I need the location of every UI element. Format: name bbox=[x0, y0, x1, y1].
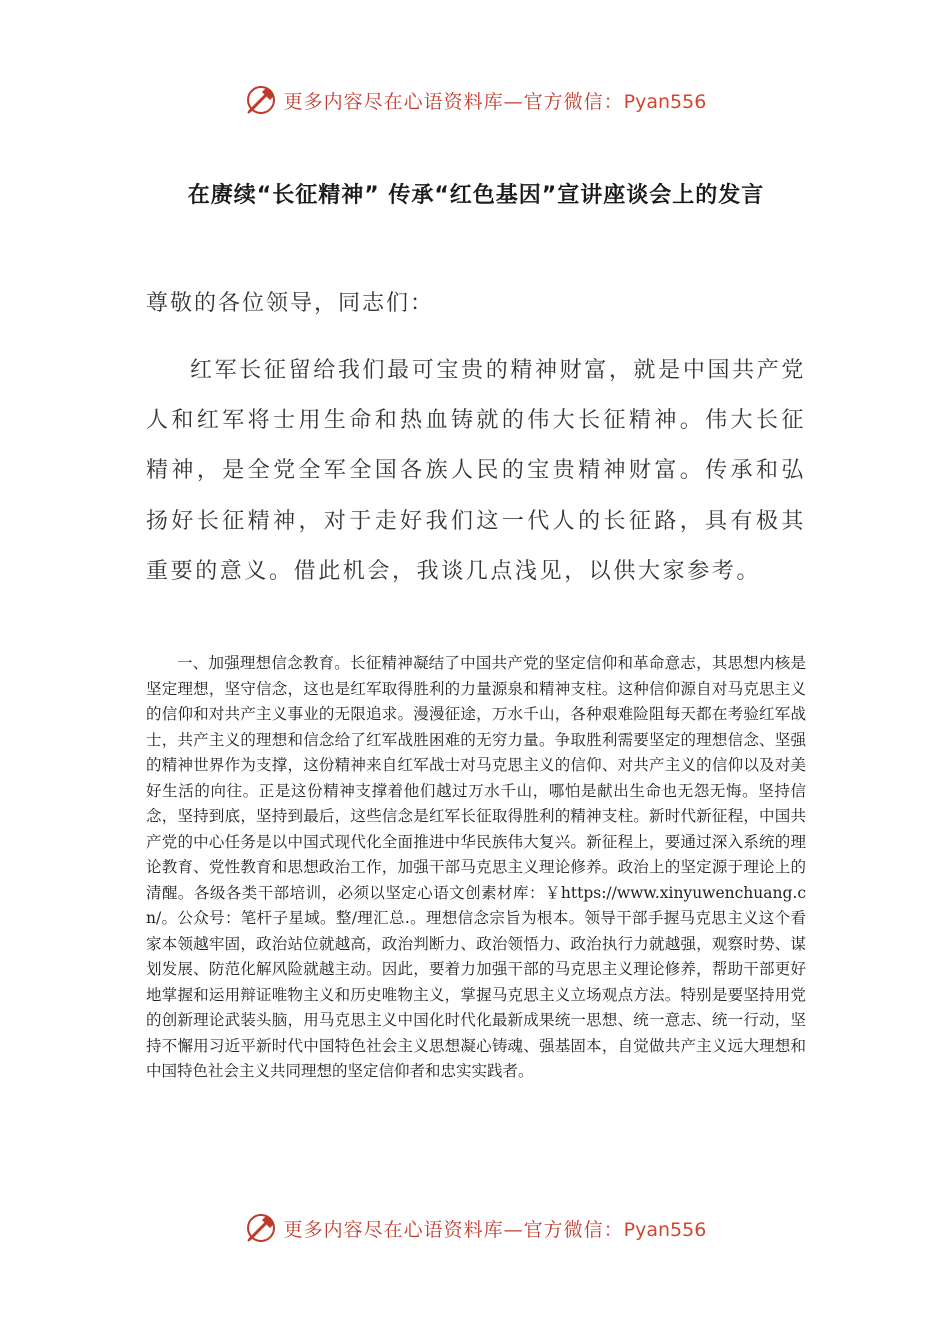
document-title: 在赓续“长征精神” 传承“红色基因”宣讲座谈会上的发言 bbox=[187, 183, 765, 208]
banner-text: 更多内容尽在心语资料库—官方微信：Pyan556 bbox=[283, 1218, 707, 1241]
intro-paragraph: 红军长征留给我们最可宝贵的精神财富，就是中国共产党人和红军将士用生命和热血铸就的伟大长征精神。伟大长征精神，是全党全军全国各族人民的宝贵精神财富。传承和弘扬好长征精神，对于走好我们这一代人的长征路，具有极其重要的意义。借此机会，我谈几点浅见，以供大家参考。 bbox=[146, 358, 806, 584]
wechat-id: Pyan556 bbox=[623, 90, 707, 113]
footer-banner bbox=[0, 1208, 950, 1248]
wechat-id: Pyan556 bbox=[623, 1218, 707, 1241]
banner-text: 更多内容尽在心语资料库—官方微信：Pyan556 bbox=[283, 90, 707, 113]
salutation: 尊敬的各位领导，同志们： bbox=[146, 291, 435, 316]
pen-logo-icon bbox=[244, 83, 278, 117]
header-banner bbox=[0, 80, 950, 120]
pen-logo-icon bbox=[244, 1211, 278, 1245]
section-one-paragraph: 一、加强理想信念教育。长征精神凝结了中国共产党的坚定信仰和革命意志，其思想内核是坚定理想，坚守信念，这也是红军取得胜利的力量源泉和精神支柱。这种信仰源自对马克思主义的信仰和对共产主义事业的无限追求。漫漫征途，万水千山，各种艰难险阻每天都在考验红军战士，共产主义的理想和信念给了红军战胜困难的无穷力量。争取胜利需要坚定的理想信念、坚强的精神世界作为支撑，这份精神来自红军战士对马克思主义的信仰、对共产主义的信仰以及对美好生活的向往。正是这份精神支撑着他们越过万水千山，哪怕是献出生命也无怨无悔。坚持信念，坚持到底，坚持到最后，这些信念是红军长征取得胜利的精神支柱。新时代新征程，中国共产党的中心任务是以中国式现代化全面推进中华民族伟大复兴。新征程上，要通过深入系统的理论教育、党性教育和思想政治工作，加强干部马克思主义理论修养。政治上的坚定源于理论上的清醒。各级各类干部培训，必须以坚定心语文创素材库：￥https://www.xinyuwenchuang.cn/。公众号：笔杆子星域。整/理汇总.。理想信念宗旨为根本。领导干部手握马克思主义这个看家本领越牢固，政治站位就越高，政治判断力、政治领悟力、政治执行力就越强，观察时势、谋划发展、防范化解风险就越主动。因此，要着力加强干部的马克思主义理论修养，帮助干部更好地掌握和运用辩证唯物主义和历史唯物主义，掌握马克思主义立场观点方法。特别是要坚持用党的创新理论武装头脑，用马克思主义中国化时代化最新成果统一思想、统一意志、统一行动，坚持不懈用习近平新时代中国特色社会主义思想凝心铸魂、强基固本，自觉做共产主义远大理想和中国特色社会主义共同理想的坚定信仰者和忠实实践者。 bbox=[146, 654, 806, 1080]
